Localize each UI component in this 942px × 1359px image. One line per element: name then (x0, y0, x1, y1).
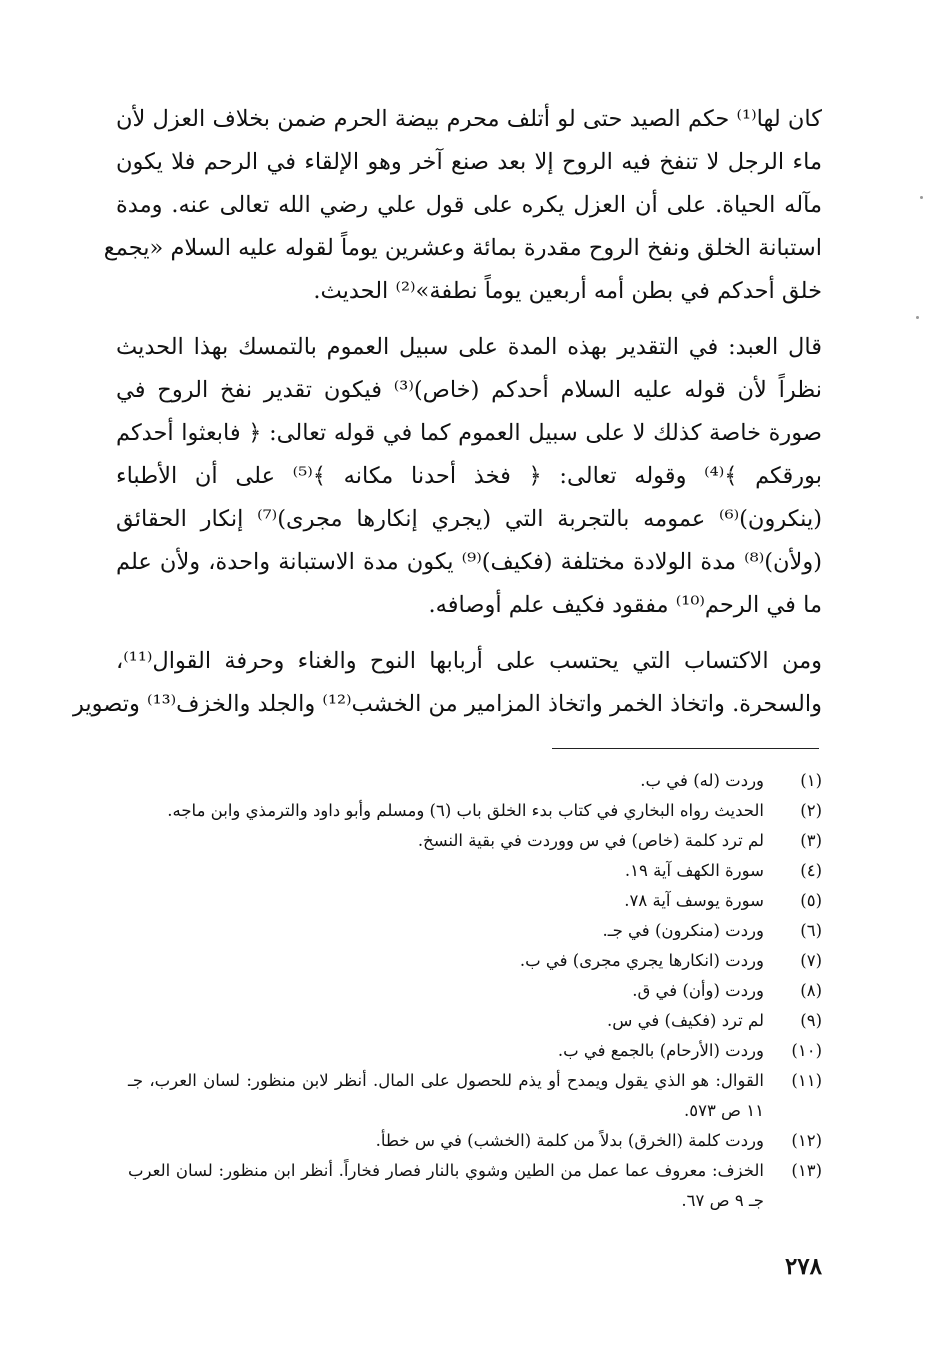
footnote-text: الحديث رواه البخاري في كتاب بدء الخلق باب (٦) ومسلم وأبو داود والترمذي وابن ماجه. (167, 801, 764, 820)
text-line: نظراً لأن قوله عليه السلام أحدكم (خاص)⁽³⁾ فيكون تقدير نفخ الروح في (116, 377, 823, 403)
footnote-item (128, 886, 822, 916)
footnote-number: (١٠) (791, 1041, 822, 1060)
text-line: ماء الرجل لا تنفخ فيه الروح إلا بعد صنع آخر وهو الإلقاء في الرحم فلا يكون (116, 149, 822, 175)
footnote-number: (٨) (800, 981, 822, 1000)
text-line: مآله الحياة. على أن العزل يكره على قول علي رضي الله تعالى عنه. ومدة (116, 192, 822, 218)
footnote-text: القوال: هو الذي يقول ويمدح أو يذم للحصول على المال. أنظر لابن منظور: لسان العرب، جـ ١١ ص ٥٧٣. (128, 1071, 764, 1120)
footnote-divider (552, 748, 819, 749)
footnote-text: الخزف: معروف عما عمل من الطين وشوي بالنار فصار فخاراً. أنظر ابن منظور: لسان العرب جـ ٩ ص ٦٧. (128, 1161, 764, 1210)
footnotes (128, 766, 822, 1216)
scan-speck (920, 196, 923, 199)
footnote-number: (١١) (791, 1071, 822, 1090)
footnote-item (128, 826, 822, 856)
footnote-number: (١٢) (791, 1131, 822, 1150)
text-line: ما في الرحم⁽¹⁰⁾ مفقود فكيف علم أوصافه. (428, 592, 822, 618)
footnote-item (128, 976, 822, 1006)
footnote-text: وردت (انكارها يجري مجرى) في ب. (519, 951, 764, 970)
footnote-number: (٩) (800, 1011, 822, 1030)
scan-speck (916, 316, 919, 319)
paragraph-2 (116, 326, 822, 627)
text-line: خلق أحدكم في بطن أمه أربعين يوماً نطفة»⁽²⁾ الحديث. (313, 278, 822, 304)
footnote-item (128, 1156, 822, 1216)
footnote-number: (٤) (800, 861, 822, 880)
footnote-text: لم ترد كلمة (خاص) في س ووردت في بقية النسخ. (417, 831, 764, 850)
main-text (72, 98, 823, 739)
footnote-item (128, 946, 822, 976)
footnote-item (128, 916, 822, 946)
footnote-number: (٦) (800, 921, 822, 940)
text-line: (ينكرون)⁽⁶⁾ عمومه بالتجربة التي (يجري إنكارها مجرى)⁽⁷⁾ إنكار الحقائق (116, 506, 822, 532)
text-line: بورقكم ﴾⁽⁴⁾ وقوله تعالى: ﴿ فخذ أحدنا مكانه ﴾⁽⁵⁾ على أن الأطباء (116, 463, 822, 489)
footnote-item (128, 1006, 822, 1036)
footnote-text: وردت كلمة (الخرق) بدلاً من كلمة (الخشب) في س خطأ. (375, 1131, 764, 1150)
footnote-text: سورة الكهف آية ١٩. (624, 861, 764, 880)
footnote-text: وردت (الأرحام) بالجمع في ب. (557, 1041, 764, 1060)
text-line: استبانة الخلق ونفخ الروح مقدرة بمائة وعشرين يوماً لقوله عليه السلام «يجمع (103, 235, 822, 261)
paragraph-3 (72, 640, 822, 726)
footnote-text: وردت (له) في ب. (640, 771, 764, 790)
text-line: صورة خاصة كذلك لا على سبيل العموم كما في قوله تعالى: ﴿ فابعثوا أحدكم (116, 420, 822, 446)
footnote-text: وردت (منكرون) في جـ. (602, 921, 764, 940)
footnote-number: (٣) (800, 831, 822, 850)
text-line: ومن الاكتساب التي يحتسب على أربابها النوح والغناء وحرفة القوال⁽¹¹⁾، (116, 648, 822, 674)
footnote-item (128, 766, 822, 796)
text-line: كان لها⁽¹⁾ حكم الصيد حتى لو أتلف محرم بيضة الحرم ضمن بخلاف العزل لأن (116, 106, 822, 132)
text-line: (ولأن)⁽⁸⁾ مدة الولادة مختلفة (فكيف)⁽⁹⁾ يكون مدة الاستبانة واحدة، ولأن علم (116, 549, 823, 575)
paragraph-1 (103, 98, 822, 313)
footnote-item (128, 796, 822, 826)
footnote-text: لم ترد (فكيف) في س. (607, 1011, 764, 1030)
footnote-item (128, 1126, 822, 1156)
footnote-number: (٥) (800, 891, 822, 910)
footnote-item (128, 1036, 822, 1066)
text-line: قال العبد: في التقدير بهذه المدة على سبيل العموم بالتمسك بهذا الحديث (116, 334, 822, 360)
footnote-number: (٢) (800, 801, 822, 820)
footnote-item (128, 1066, 822, 1126)
footnote-number: (١٣) (791, 1161, 822, 1180)
text-line: والسحرة. واتخاذ الخمر واتخاذ المزامير من الخشب⁽¹²⁾ والجلد والخزف⁽¹³⁾ وتصوير (72, 691, 822, 717)
footnote-number: (١) (800, 771, 822, 790)
footnote-text: سورة يوسف آية ٧٨. (624, 891, 764, 910)
footnote-number: (٧) (800, 951, 822, 970)
footnote-item (128, 856, 822, 886)
footnote-text: وردت (وأن) في ق. (632, 981, 764, 1000)
page-number: ٢٧٨ (784, 1253, 822, 1280)
